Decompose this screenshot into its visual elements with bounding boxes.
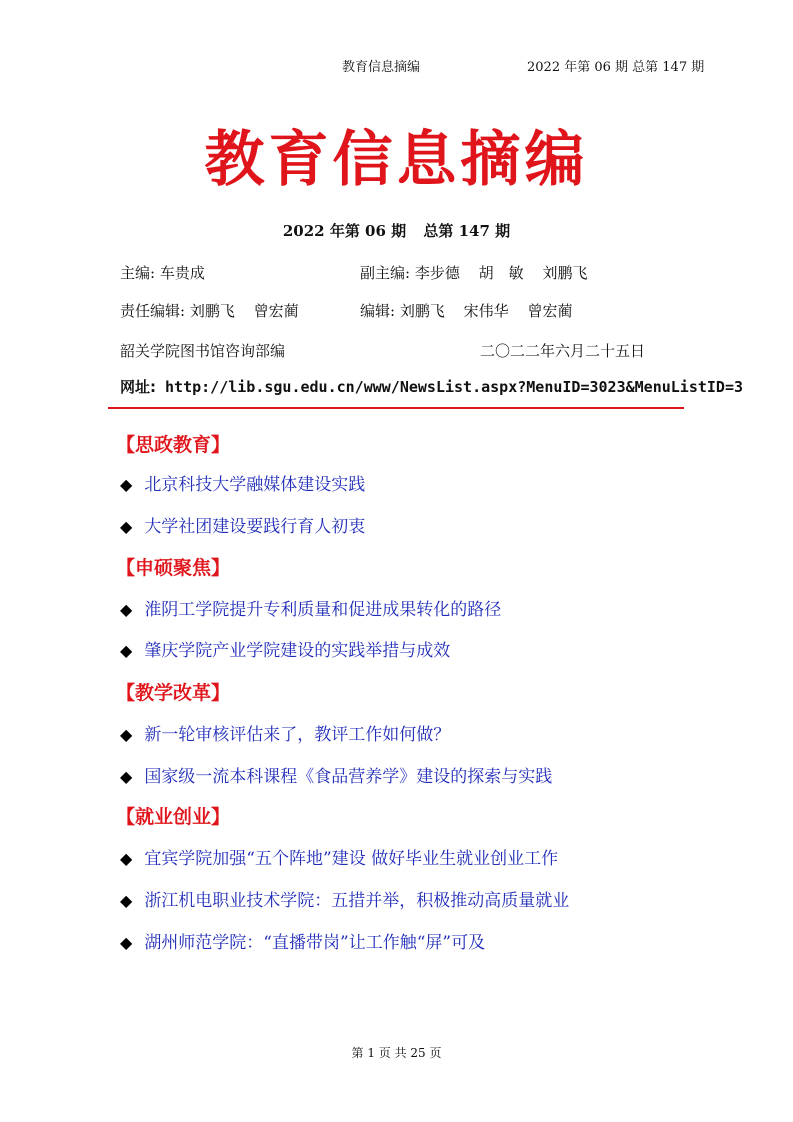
deputy-editor-label: 副主编: <box>360 264 411 282</box>
toc-item[interactable] <box>120 720 450 745</box>
publish-date: 二〇二二年六月二十五日 <box>480 342 646 360</box>
toc-item[interactable] <box>120 886 569 911</box>
responsible-editor-name: 曾宏蔺 <box>253 302 299 320</box>
deputy-editor-name: 李步德 <box>414 264 460 282</box>
toc-item-title[interactable]: 浙江机电职业技术学院：五措并举，积极推动高质量就业 <box>144 891 570 911</box>
deputy-editor-name: 刘鹏飞 <box>542 264 588 282</box>
diamond-bullet-icon: ◆ <box>120 725 133 744</box>
toc-item-title[interactable]: 宜宾学院加强“五个阵地”建设 做好毕业生就业创业工作 <box>144 849 559 869</box>
diamond-bullet-icon: ◆ <box>120 891 133 910</box>
diamond-bullet-icon: ◆ <box>120 517 133 536</box>
page-footer: 第 1 页 共 25 页 <box>351 1046 442 1060</box>
issue-line <box>0 220 793 241</box>
toc-item-title[interactable]: 淮阴工学院提升专利质量和促进成果转化的路径 <box>144 600 502 620</box>
toc-item-title[interactable]: 国家级一流本科课程《食品营养学》建设的探索与实践 <box>144 767 553 787</box>
diamond-bullet-icon: ◆ <box>120 767 133 786</box>
diamond-bullet-icon: ◆ <box>120 475 133 494</box>
running-header-issue: 2022 年第 06 期 总第 147 期 <box>527 60 705 75</box>
masthead-title: 教育信息摘编 <box>204 125 589 195</box>
website-url[interactable]: http://lib.sgu.edu.cn/www/NewsList.aspx?MenuID=3023&MenuListID=3 <box>165 378 743 396</box>
toc-item-title[interactable]: 湖州师范学院：“直播带岗”让工作触“屏”可及 <box>144 933 486 953</box>
responsible-editor-label: 责任编辑: <box>120 302 186 320</box>
editor-name: 曾宏蔺 <box>527 302 573 320</box>
toc-item[interactable] <box>120 470 365 495</box>
toc-item[interactable] <box>120 512 365 537</box>
toc-item-title[interactable]: 新一轮审核评估来了，教评工作如何做？ <box>144 725 451 745</box>
header-divider <box>108 407 684 409</box>
section-title: 【申硕聚焦】 <box>116 557 231 579</box>
deputy-editors <box>360 262 587 283</box>
toc-item[interactable] <box>120 762 552 787</box>
issue-number: 2022 年第 06 期 <box>282 222 407 240</box>
section-title: 【教学改革】 <box>116 682 231 704</box>
editor-name: 宋伟华 <box>463 302 509 320</box>
website-label: 网址: <box>120 378 156 396</box>
diamond-bullet-icon: ◆ <box>120 933 133 952</box>
responsible-editor-name: 刘鹏飞 <box>189 302 235 320</box>
toc-item[interactable] <box>120 595 501 620</box>
diamond-bullet-icon: ◆ <box>120 600 133 619</box>
chief-editor-name: 车贵成 <box>159 264 205 282</box>
section-title: 【就业创业】 <box>116 806 231 828</box>
chief-editor <box>120 262 205 283</box>
toc-item-title[interactable]: 大学社团建设要践行育人初衷 <box>144 517 366 537</box>
issue-total: 总第 147 期 <box>423 222 511 240</box>
website-line <box>120 376 743 397</box>
toc-item-title[interactable]: 肇庆学院产业学院建设的实践举措与成效 <box>144 641 451 661</box>
running-header-title: 教育信息摘编 <box>342 60 421 75</box>
responsible-editors <box>120 300 299 321</box>
section-title: 【思政教育】 <box>116 434 231 456</box>
editors <box>360 300 572 321</box>
diamond-bullet-icon: ◆ <box>120 641 133 660</box>
editor-label: 编辑: <box>360 302 396 320</box>
toc-item-title[interactable]: 北京科技大学融媒体建设实践 <box>144 475 366 495</box>
deputy-editor-name: 胡 敏 <box>478 264 524 282</box>
publisher-org: 韶关学院图书馆咨询部编 <box>120 342 286 360</box>
toc-item[interactable] <box>120 844 558 869</box>
toc-item[interactable] <box>120 928 485 953</box>
diamond-bullet-icon: ◆ <box>120 849 133 868</box>
chief-editor-label: 主编: <box>120 264 156 282</box>
editor-name: 刘鹏飞 <box>399 302 445 320</box>
toc-item[interactable] <box>120 636 450 661</box>
